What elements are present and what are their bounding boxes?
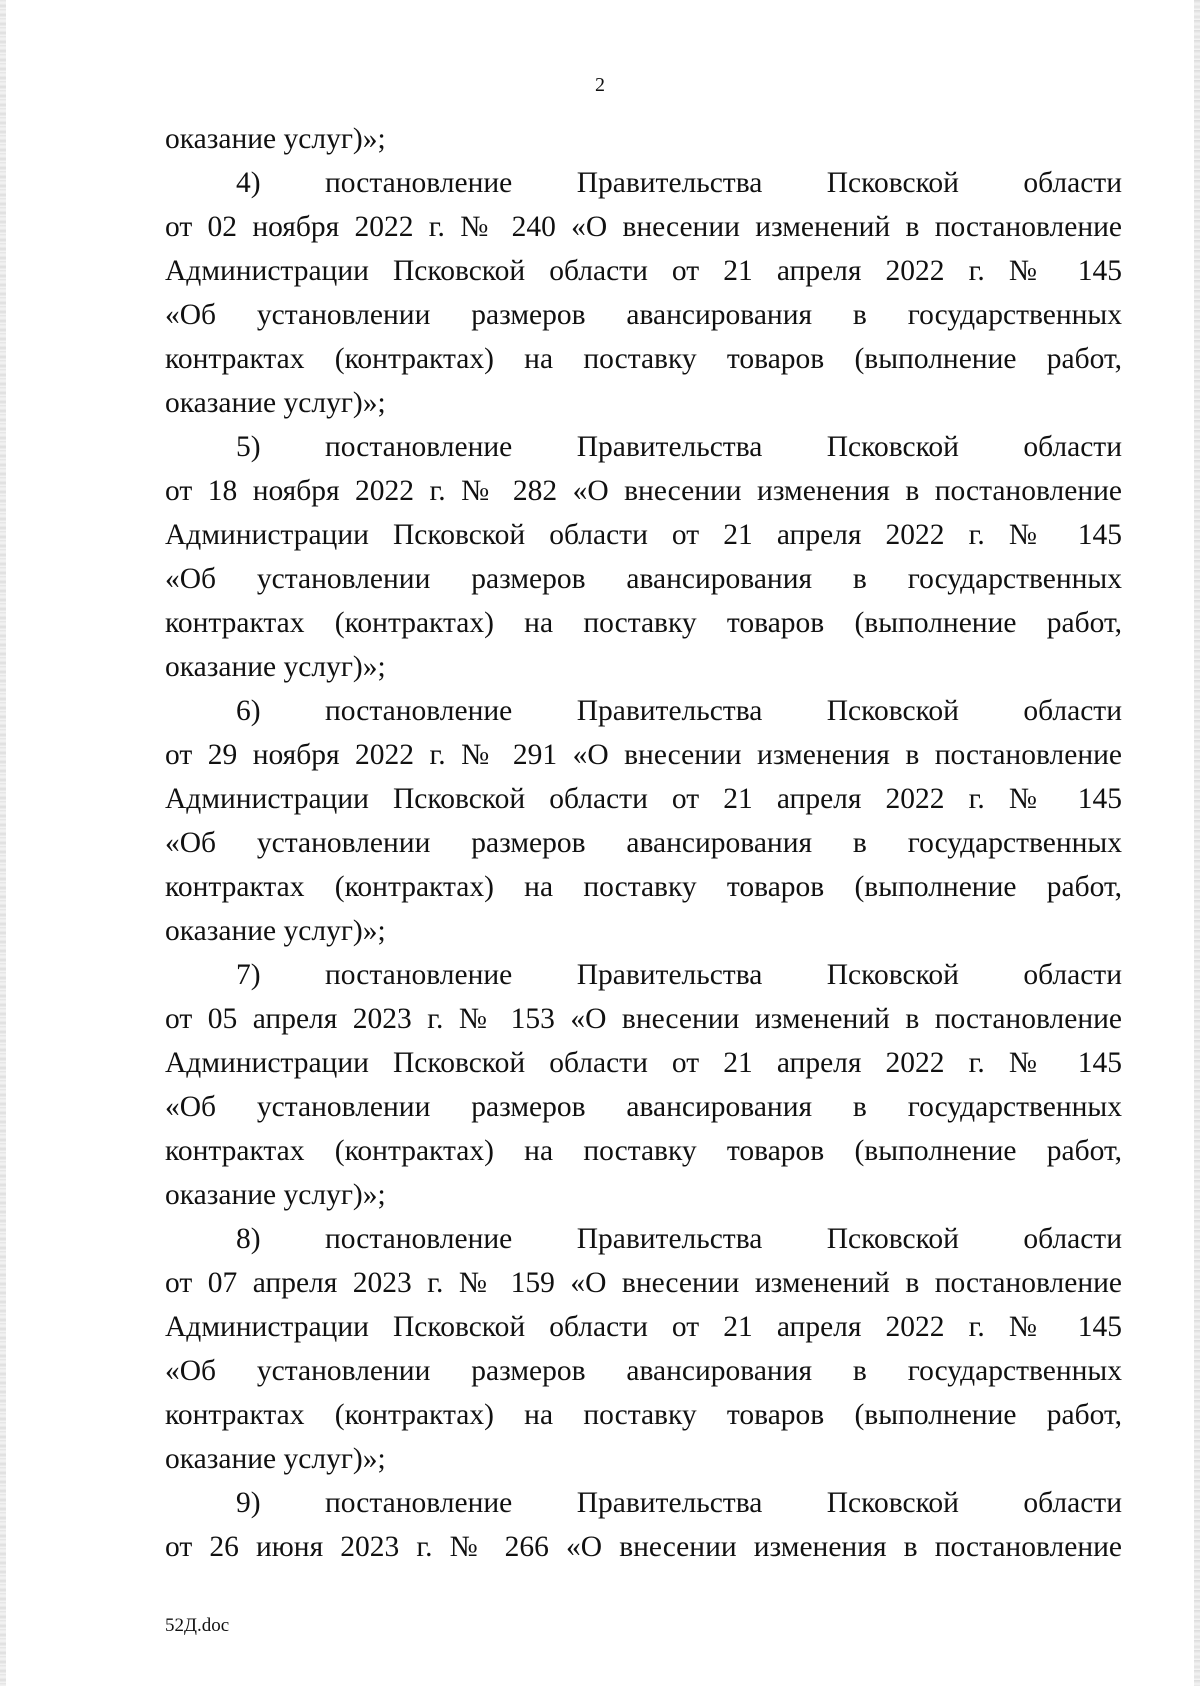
text-line: «Об установлении размеров авансирования в государственных — [165, 1091, 1122, 1123]
text-line: «Об установлении размеров авансирования в государственных — [165, 827, 1122, 859]
document-body — [165, 117, 1122, 1569]
text-line: контрактах (контрактах) на поставку товаров (выполнение работ, — [165, 607, 1122, 639]
text-line: 8) постановление Правительства Псковской области — [236, 1223, 1122, 1255]
text-line: «Об установлении размеров авансирования в государственных — [165, 1355, 1122, 1387]
scan-edge-left — [0, 0, 6, 1686]
text-line: «Об установлении размеров авансирования в государственных — [165, 563, 1122, 595]
text-line: оказание услуг)»; — [165, 915, 386, 947]
text-line: 5) постановление Правительства Псковской области — [236, 431, 1122, 463]
text-line: оказание услуг)»; — [165, 1443, 386, 1475]
text-line: оказание услуг)»; — [165, 387, 386, 419]
text-line: Администрации Псковской области от 21 апреля 2022 г. № 145 — [165, 519, 1122, 551]
text-line: контрактах (контрактах) на поставку товаров (выполнение работ, — [165, 871, 1122, 903]
text-line: Администрации Псковской области от 21 апреля 2022 г. № 145 — [165, 255, 1122, 287]
text-line: от 29 ноября 2022 г. № 291 «О внесении изменения в постановление — [165, 739, 1122, 771]
text-line: 7) постановление Правительства Псковской области — [236, 959, 1122, 991]
scan-edge-right — [1194, 0, 1200, 1686]
text-line: от 26 июня 2023 г. № 266 «О внесении изменения в постановление — [165, 1531, 1122, 1563]
text-line: оказание услуг)»; — [165, 1179, 386, 1211]
text-line: от 05 апреля 2023 г. № 153 «О внесении изменений в постановление — [165, 1003, 1122, 1035]
footer-filename: 52Д.doc — [165, 1615, 230, 1636]
text-line: «Об установлении размеров авансирования в государственных — [165, 299, 1122, 331]
text-line: Администрации Псковской области от 21 апреля 2022 г. № 145 — [165, 1311, 1122, 1343]
text-line: Администрации Псковской области от 21 апреля 2022 г. № 145 — [165, 783, 1122, 815]
text-line: Администрации Псковской области от 21 апреля 2022 г. № 145 — [165, 1047, 1122, 1079]
text-line: 9) постановление Правительства Псковской области — [236, 1487, 1122, 1519]
text-line: 4) постановление Правительства Псковской области — [236, 167, 1122, 199]
text-line: контрактах (контрактах) на поставку товаров (выполнение работ, — [165, 343, 1122, 375]
page-number: 2 — [595, 74, 605, 96]
text-line: от 02 ноября 2022 г. № 240 «О внесении изменений в постановление — [165, 211, 1122, 243]
text-line: от 18 ноября 2022 г. № 282 «О внесении изменения в постановление — [165, 475, 1122, 507]
text-line: оказание услуг)»; — [165, 651, 386, 683]
text-line: контрактах (контрактах) на поставку товаров (выполнение работ, — [165, 1399, 1122, 1431]
text-line: 6) постановление Правительства Псковской области — [236, 695, 1122, 727]
text-line: от 07 апреля 2023 г. № 159 «О внесении изменений в постановление — [165, 1267, 1122, 1299]
text-line: оказание услуг)»; — [165, 123, 386, 155]
text-line: контрактах (контрактах) на поставку товаров (выполнение работ, — [165, 1135, 1122, 1167]
